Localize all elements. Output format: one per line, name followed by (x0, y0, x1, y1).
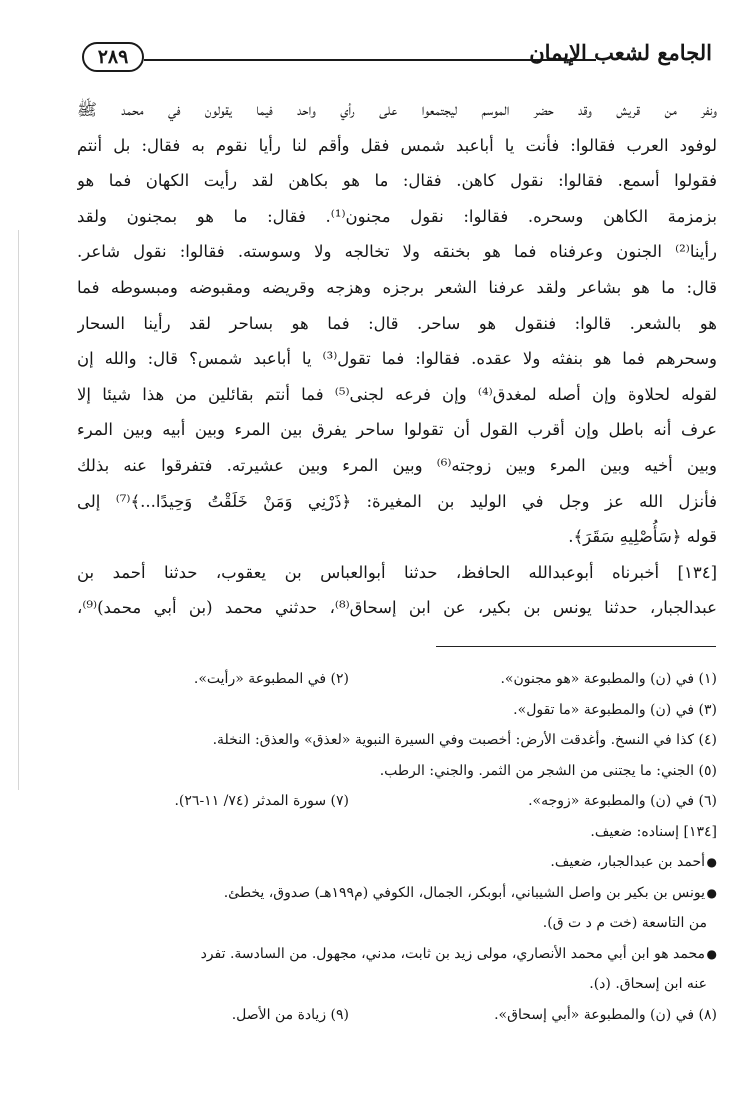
narrator-note-continued (40, 969, 717, 1000)
hadith-line: [١٣٤] أخبرناه أبوعبدالله الحافظ، حدثنا أبوالعباس بن يعقوب، حدثنا أحمد بن (77, 562, 717, 582)
footnote-2: (٢) في المطبوعة «رأيت». (193, 671, 349, 687)
footnote-4: (٤) كذا في النسخ. وأغدقت الأرض: أخصبت وفي السيرة النبوية «لعذق» والعذق: النخلة. (212, 732, 717, 748)
text-line: هو بالشعر. قالوا: فنقول هو ساحر. قال: فما هو بساحر لقد رأينا السحار (77, 313, 717, 333)
text-line: لقوله لحلاوة وإن أصله لمغدق⁽⁴⁾ وإن فرعه لجنى⁽⁵⁾ فما أنتم بقائلين من هذا شيئا إلا (77, 384, 717, 404)
bullet-icon: ● (706, 855, 717, 869)
footnote-row (40, 786, 717, 817)
page-header (82, 38, 712, 82)
bullet-icon: ● (706, 885, 717, 900)
text-line: عرف أنه باطل وإن أقرب القول أن تقولوا ساحر يفرق بين المرء وبين أبيه وبين المرء (77, 420, 717, 440)
footnote-7: (٧) سورة المدثر (٧٤/ ١١-٢٦). (174, 793, 349, 809)
footnote-1: (١) في (ن) والمطبوعة «هو مجنون». (500, 671, 717, 687)
footnote-row (40, 725, 717, 756)
text-line: فأنزل الله عز وجل في الوليد بن المغيرة: ﴿ذَرْنِي وَمَنْ خَلَقْتُ وَحِيدًا...﴾⁽⁷⁾ إلى (77, 491, 717, 511)
footnotes (40, 664, 717, 1030)
text-line: وبين أخيه وبين المرء وبين زوجته⁽⁶⁾ وبين المرء وبين عشيرته. فتفرقوا عنه بذلك (77, 455, 717, 475)
footnote-row (40, 664, 717, 695)
text-line: قوله ﴿سَأُصْلِيهِ سَقَرَ﴾. (568, 527, 717, 547)
text-line: بزمزمة الكاهن وسحره. فقالوا: نقول مجنون⁽¹⁾. فقال: ما هو بمجنون ولقد (77, 206, 717, 226)
narrator-note (40, 939, 717, 970)
footnote-separator (436, 646, 716, 647)
narrator-3-cont: عنه ابن إسحاق. (د). (589, 976, 707, 992)
footnote-6: (٦) في (ن) والمطبوعة «زوجه». (528, 793, 717, 809)
text-line: وسحرهم فما هو بنفثه ولا عقده. فقالوا: فما تقول⁽³⁾ يا أباعبد شمس؟ قال: والله إن (77, 349, 717, 369)
isnad-heading: [١٣٤] إسناده: ضعيف. (590, 823, 717, 840)
footnote-8: (٨) في (ن) والمطبوعة «أبي إسحاق». (494, 1006, 717, 1023)
text-line: ونفر من قريش وقد حضر الموسم ليجتمعوا على رأي واحد فيما يقولون في محمد ﷺ (77, 100, 717, 119)
narrator-note (40, 847, 717, 878)
header-rule (144, 59, 596, 61)
running-title: الجامع لشعب الإيمان (529, 40, 712, 65)
hadith-line: عبدالجبار، حدثنا يونس بن بكير، عن ابن إسحاق⁽⁸⁾، حدثني محمد (بن أبي محمد)⁽⁹⁾، (77, 598, 717, 618)
footnote-9: (٩) زيادة من الأصل. (231, 1006, 349, 1023)
footnote-row (40, 756, 717, 787)
text-line: رأينا⁽²⁾ الجنون وعرفناه فما هو بخنقه ولا تخالجه ولا وسوسته. فقالوا: نقول شاعر. (77, 242, 717, 262)
footnote-row (40, 695, 717, 726)
narrator-1: أحمد بن عبدالجبار، ضعيف. (550, 854, 705, 870)
narrator-2-cont: من التاسعة (خت م د ت ق). (542, 915, 707, 931)
bullet-icon: ● (706, 946, 717, 961)
narrator-3: محمد هو ابن أبي محمد الأنصاري، مولى زيد بن ثابت، مدني، مجهول. من السادسة. تفرد (200, 945, 705, 962)
text-line: لوفود العرب فقالوا: فأنت يا أباعبد شمس فقل وأقم لنا رأيا نقوم به فقال: بل أنتم (77, 135, 717, 155)
main-text (77, 92, 717, 626)
narrator-note (40, 878, 717, 909)
footnote-row (40, 1000, 717, 1031)
text-line: فقولوا أسمع. فقالوا: نقول كاهن. فقال: ما هو بكاهن لقد رأيت الكهان فما هو (77, 171, 717, 191)
page-number: ٢٨٩ (82, 42, 144, 72)
footnote-3: (٣) في (ن) والمطبوعة «ما تقول». (513, 701, 717, 718)
narrator-note-continued (40, 908, 717, 939)
scan-margin-line (18, 230, 19, 790)
narrator-2: يونس بن بكير بن واصل الشيباني، أبوبكر، الجمال، الكوفي (م١٩٩هـ) صدوق، يخطئ. (223, 884, 705, 901)
text-line: قال: ما هو بشاعر ولقد عرفنا الشعر برجزه وهزجه وقريضه ومقبوضه ومبسوطه فما (77, 277, 717, 297)
footnote-row (40, 817, 717, 848)
footnote-5: (٥) الجني: ما يجتنى من الشجر من الثمر. والجني: الرطب. (379, 762, 717, 779)
